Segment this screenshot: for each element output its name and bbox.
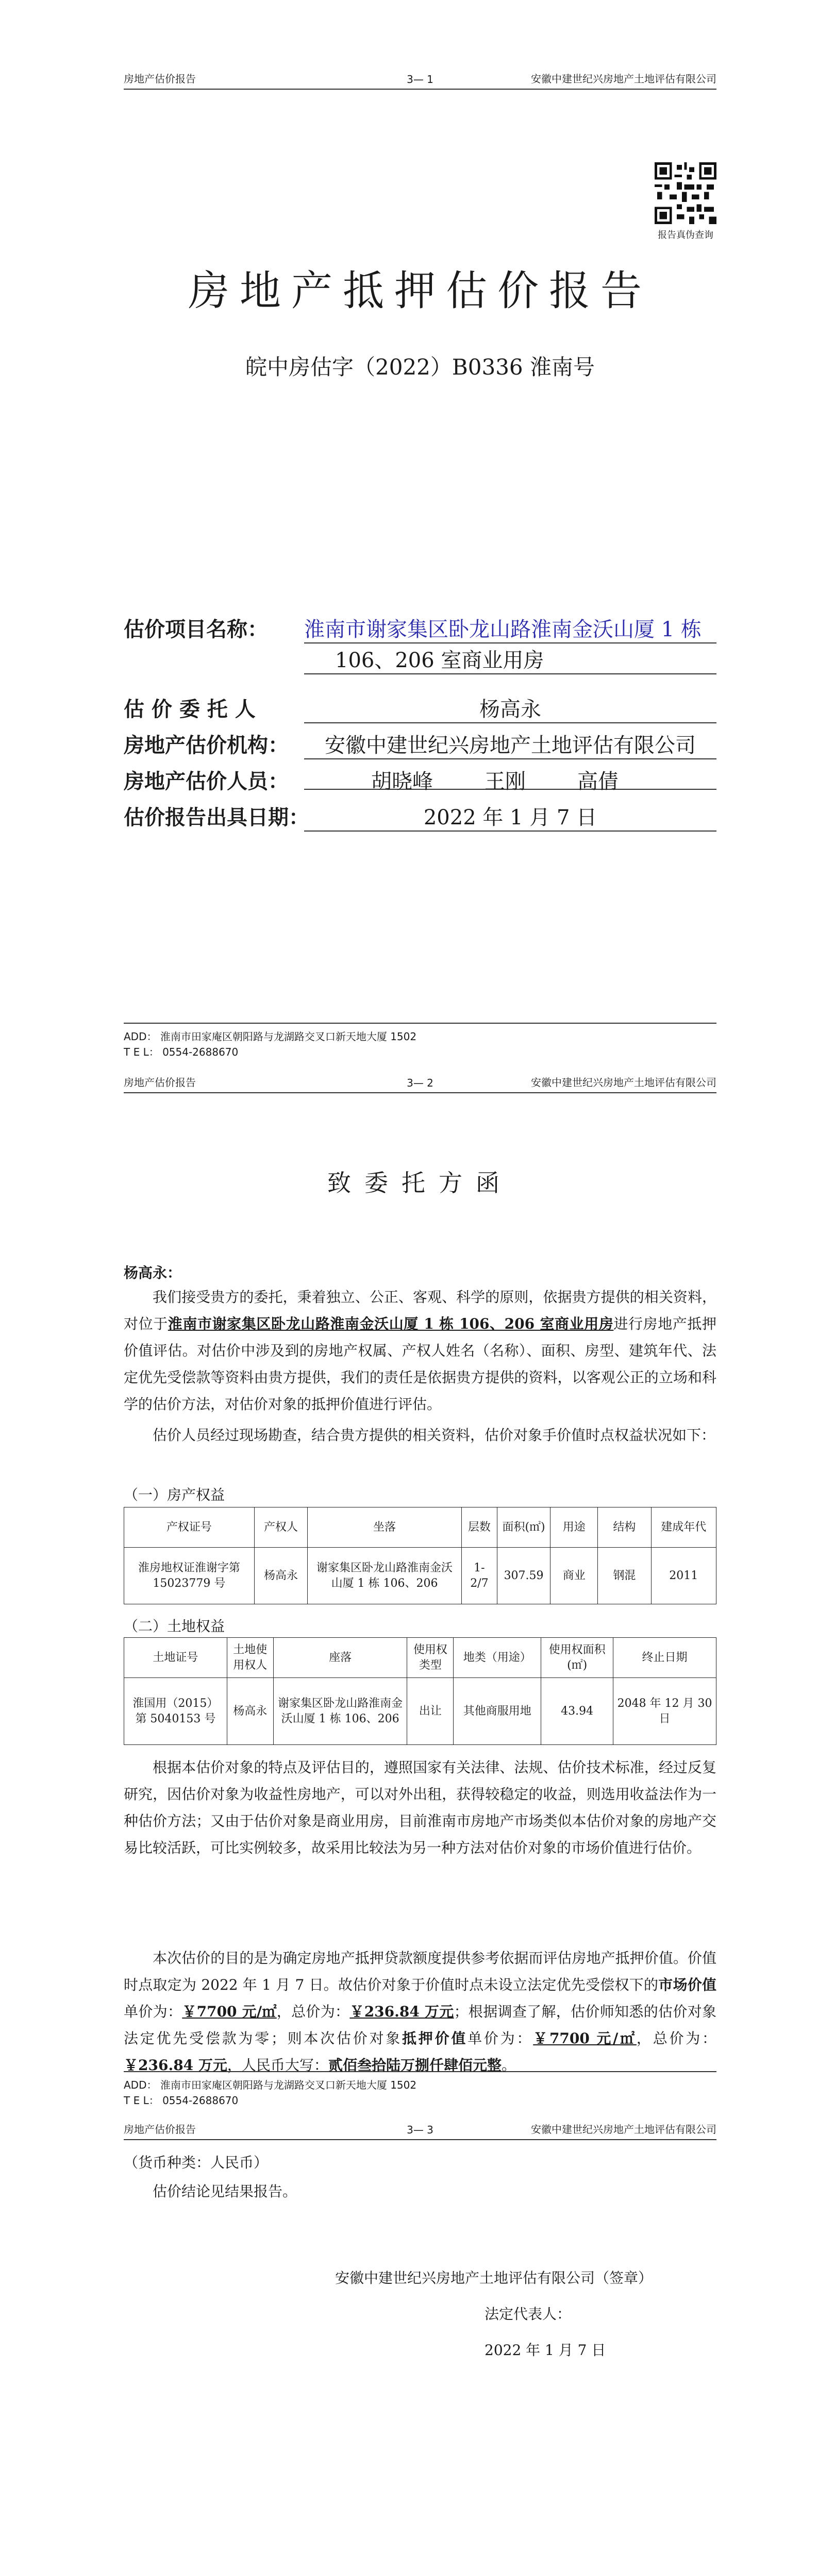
letter-title: 致委托方函 bbox=[327, 1169, 513, 1197]
page-header bbox=[124, 72, 716, 90]
market-unit-price: ￥7700 元/㎡ bbox=[182, 2003, 277, 2020]
salutation: 杨高永： bbox=[124, 1264, 182, 1281]
paragraph-1: 我们接受贵方的委托，秉着独立、公正、客观、科学的原则，依据贵方提供的相关资料，对位于淮南市谢家集区卧龙山路淮南金沃山厦 1 栋 106、206 室商业用房进行房地产抵押价值评估。对估价中涉及到的房地产权属、产权人姓名（名称）、面积、房型、建筑年代、法定优先受偿款等资料由贵方提供，我们的责任是依据贵方提供的资料，以客观公正的立场和科学的估价方法，对估价对象的抵押价值进行评估。 bbox=[124, 1289, 716, 1413]
table-row: 淮国用（2015）第 5040153 号 杨高永 谢家集区卧龙山路淮南金沃山厦 1 栋 106、206 出让 其他商服用地 43.94 2048 年 12 月 30 日 bbox=[124, 1678, 716, 1745]
valuer-name-1: 胡晓峰 bbox=[371, 770, 433, 793]
table-row: 淮房地权证淮谢字第 15023779 号 杨高永 谢家集区卧龙山路淮南金沃山厦 1 栋 106、206 1-2/7 307.59 商业 钢混 2011 bbox=[124, 1548, 716, 1604]
footer-address: ADD： 淮南市田家庵区朝阳路与龙湖路交叉口新天地大厦 1502 bbox=[124, 2079, 417, 2091]
header-right: 安徽中建世纪兴房地产土地评估有限公司 bbox=[531, 73, 716, 85]
footer-tel: T E L： 0554-2688670 bbox=[124, 2094, 239, 2107]
property-address: 淮南市谢家集区卧龙山路淮南金沃山厦 1 栋 106、206 室商业用房 bbox=[168, 1315, 614, 1332]
table-header-row: 土地证号 土地使用权人 座落 使用权类型 地类（用途） 使用权面积(㎡) 终止日期 bbox=[124, 1638, 716, 1678]
project-row bbox=[124, 613, 716, 680]
report-title: 房地产抵押估价报告 bbox=[188, 267, 652, 315]
table-header-row: 产权证号 产权人 坐落 层数 面积(㎡) 用途 结构 建成年代 bbox=[124, 1507, 716, 1548]
date-value: 2022 年 1 月 7 日 bbox=[304, 801, 716, 832]
paragraph-3: 根据本估价对象的特点及评估目的，遵照国家有关法律、法规、估价技术标准，经过反复研究，因估价对象为收益性房地产，可以对外出租，获得较稳定的收益，则选用收益法作为一种估价方法；又由于估价对象是商业用房，目前淮南市房地产市场类似本估价对象的房地产交易比较活跃，可比实例较多，故采用比较法为另一种方法对估价对象的市场价值进行估价。 bbox=[124, 1759, 716, 1856]
date-row bbox=[124, 801, 716, 832]
client-label: 估 价 委 托 人 bbox=[124, 697, 256, 721]
project-value-line1: 淮南市谢家集区卧龙山路淮南金沃山厦 1 栋 bbox=[304, 613, 716, 643]
page-footer bbox=[124, 1023, 716, 1060]
currency-note: （货币种类：人民币） bbox=[124, 2154, 269, 2171]
agency-value: 安徽中建世纪兴房地产土地评估有限公司 bbox=[304, 729, 716, 759]
client-row bbox=[124, 693, 716, 724]
qr-label: 报告真伪查询 bbox=[658, 230, 713, 241]
signature-representative: 法定代表人： bbox=[485, 2306, 572, 2323]
mortgage-total-price: ￥236.84 万元 bbox=[124, 2057, 227, 2074]
footer-address: ADD： 淮南市田家庵区朝阳路与龙湖路交叉口新天地大厦 1502 bbox=[124, 1030, 417, 1043]
mortgage-unit-price: ￥7700 元/㎡ bbox=[533, 2030, 637, 2047]
house-rights-table bbox=[124, 1507, 716, 1604]
header-page-number: 3— 1 bbox=[407, 73, 433, 86]
project-value-line2: 106、206 室商业用房 bbox=[304, 644, 716, 674]
amount-in-words: 贰佰叁拾陆万捌仟肆佰元整 bbox=[328, 2057, 502, 2074]
project-label: 估价项目名称： bbox=[124, 617, 268, 641]
qr-code-icon bbox=[655, 162, 716, 224]
closing-line: 估价结论见结果报告。 bbox=[153, 2183, 297, 2200]
signature-company: 安徽中建世纪兴房地产土地评估有限公司（签章） bbox=[335, 2269, 653, 2286]
valuer-name-2: 王刚 bbox=[485, 770, 526, 793]
land-rights-subtitle: （二）土地权益 bbox=[124, 1618, 225, 1635]
header-right: 安徽中建世纪兴房地产土地评估有限公司 bbox=[531, 2123, 716, 2136]
signature-date: 2022 年 1 月 7 日 bbox=[485, 2342, 606, 2359]
date-label: 估价报告出具日期： bbox=[124, 805, 309, 829]
agency-label: 房地产估价机构： bbox=[124, 733, 289, 757]
valuer-label: 房地产估价人员： bbox=[124, 769, 289, 793]
page-header bbox=[124, 1076, 716, 1093]
agency-row bbox=[124, 729, 716, 760]
header-left: 房地产估价报告 bbox=[124, 1076, 196, 1089]
footer-tel: T E L： 0554-2688670 bbox=[124, 1046, 239, 1058]
header-page-number: 3— 2 bbox=[407, 1077, 433, 1089]
paragraph-4: 本次估价的目的是为确定房地产抵押贷款额度提供参考依据而评估房地产抵押价值。价值时点取定为 2022 年 1 月 7 日。故估价对象于价值时点未设立法定优先受偿权下的市场价值单价为：￥7700 元/㎡，总价为：￥236.84 万元；根据调查了解，估价师知悉的估价对象法定优先受偿款为零；则本次估价对象抵押价值单价为：￥7700 元/㎡，总价为：￥236.84 万元，人民币大写：贰佰叁拾陆万捌仟肆佰元整。 bbox=[124, 1950, 716, 2074]
market-total-price: ￥236.84 万元 bbox=[349, 2003, 454, 2020]
land-rights-table bbox=[124, 1637, 716, 1745]
house-rights-subtitle: （一）房产权益 bbox=[124, 1486, 225, 1503]
paragraph-2: 估价人员经过现场勘查，结合贵方提供的相关资料，估价对象手价值时点权益状况如下： bbox=[153, 1427, 716, 1444]
header-left: 房地产估价报告 bbox=[124, 2123, 196, 2136]
page-footer bbox=[124, 2071, 716, 2108]
report-number: 皖中房估字（2022）B0336 淮南号 bbox=[245, 354, 595, 380]
page-header bbox=[124, 2123, 716, 2140]
header-left: 房地产估价报告 bbox=[124, 73, 196, 85]
header-right: 安徽中建世纪兴房地产土地评估有限公司 bbox=[531, 1076, 716, 1089]
valuer-row bbox=[124, 765, 716, 796]
valuer-name-3: 高倩 bbox=[577, 770, 619, 793]
header-page-number: 3— 3 bbox=[407, 2124, 433, 2136]
client-value: 杨高永 bbox=[304, 693, 716, 723]
